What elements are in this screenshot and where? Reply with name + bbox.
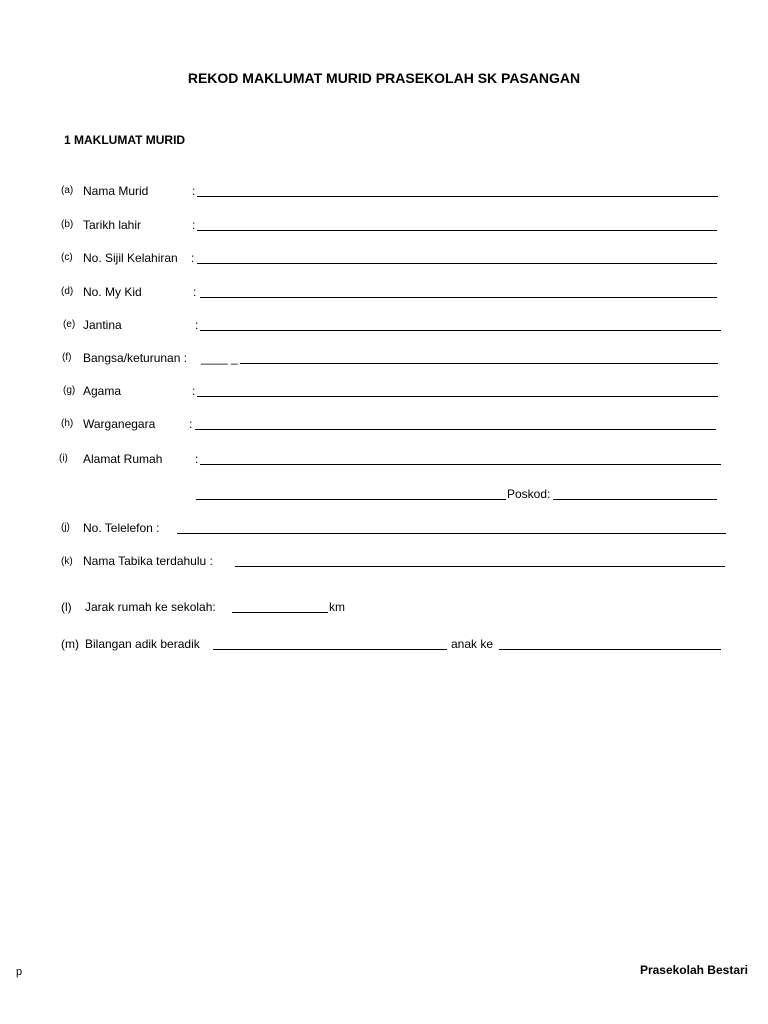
field-key-e: (e) (63, 319, 76, 330)
document-title: REKOD MAKLUMAT MURID PRASEKOLAH SK PASANGAN (187, 70, 581, 86)
field-label-tabika: Nama Tabika terdahulu : (83, 554, 213, 568)
field-colon-b: : (192, 218, 196, 232)
field-key-g: (g) (63, 385, 76, 396)
tabika-input-line[interactable] (235, 566, 725, 567)
my-kid-input-line[interactable] (200, 297, 717, 298)
nama-murid-input-line[interactable] (197, 196, 718, 197)
field-colon-a: : (192, 184, 196, 198)
field-label-jantina: Jantina (83, 318, 122, 332)
field-colon-c: : (191, 251, 195, 265)
field-label-my-kid: No. My Kid (83, 285, 142, 299)
footer-school-name: Prasekolah Bestari (639, 963, 748, 977)
field-label-jarak: Jarak rumah ke sekolah: (85, 600, 216, 614)
field-label-warganegara: Warganegara (83, 417, 156, 431)
sijil-kelahiran-input-line[interactable] (197, 263, 717, 264)
tarikh-lahir-input-line[interactable] (197, 230, 717, 231)
adik-beradik-input-line[interactable] (213, 649, 447, 650)
section-heading: 1 MAKLUMAT MURID (64, 133, 186, 147)
footer-page-marker: p (16, 966, 23, 978)
field-key-j: (j) (61, 522, 70, 533)
field-label-agama: Agama (83, 384, 122, 398)
field-prefix-f: ____ _ (201, 351, 238, 365)
field-label-no-telefon: No. Telelefon : (83, 521, 160, 535)
field-label-adik-beradik: Bilangan adik beradik (85, 637, 200, 651)
field-key-d: (d) (61, 286, 74, 297)
field-colon-d: : (193, 285, 197, 299)
alamat-input-line-2[interactable] (196, 499, 506, 500)
field-key-i: (i) (59, 453, 68, 464)
poskod-label: Poskod: (507, 487, 551, 501)
field-label-tarikh-lahir: Tarikh lahir (83, 218, 142, 232)
alamat-input-line-1[interactable] (200, 464, 721, 465)
field-key-a: (a) (61, 185, 74, 196)
field-colon-e: : (195, 318, 199, 332)
field-colon-g: : (192, 384, 196, 398)
field-key-k: (k) (61, 556, 73, 567)
field-key-c: (c) (61, 252, 73, 263)
jantina-input-line[interactable] (200, 330, 721, 331)
telefon-input-line[interactable] (177, 533, 726, 534)
anak-ke-input-line[interactable] (499, 649, 721, 650)
field-key-b: (b) (61, 219, 74, 230)
field-label-bangsa: Bangsa/keturunan : (83, 351, 188, 365)
field-label-sijil-kelahiran: No. Sijil Kelahiran (83, 251, 178, 265)
poskod-input-line[interactable] (553, 499, 717, 500)
field-key-m: (m) (61, 637, 79, 651)
field-label-nama-murid: Nama Murid (83, 184, 149, 198)
jarak-unit: km (329, 600, 345, 614)
field-colon-h: : (189, 417, 193, 431)
anak-ke-label: anak ke (451, 637, 494, 651)
field-key-l: (l) (61, 600, 72, 614)
agama-input-line[interactable] (197, 396, 718, 397)
field-key-h: (h) (61, 418, 74, 429)
jarak-input-line[interactable] (232, 612, 328, 613)
field-colon-i: : (195, 452, 199, 466)
bangsa-input-line[interactable] (240, 363, 718, 364)
field-label-alamat-rumah: Alamat Rumah (83, 452, 163, 466)
field-key-f: (f) (62, 352, 72, 363)
warganegara-input-line[interactable] (195, 429, 716, 430)
